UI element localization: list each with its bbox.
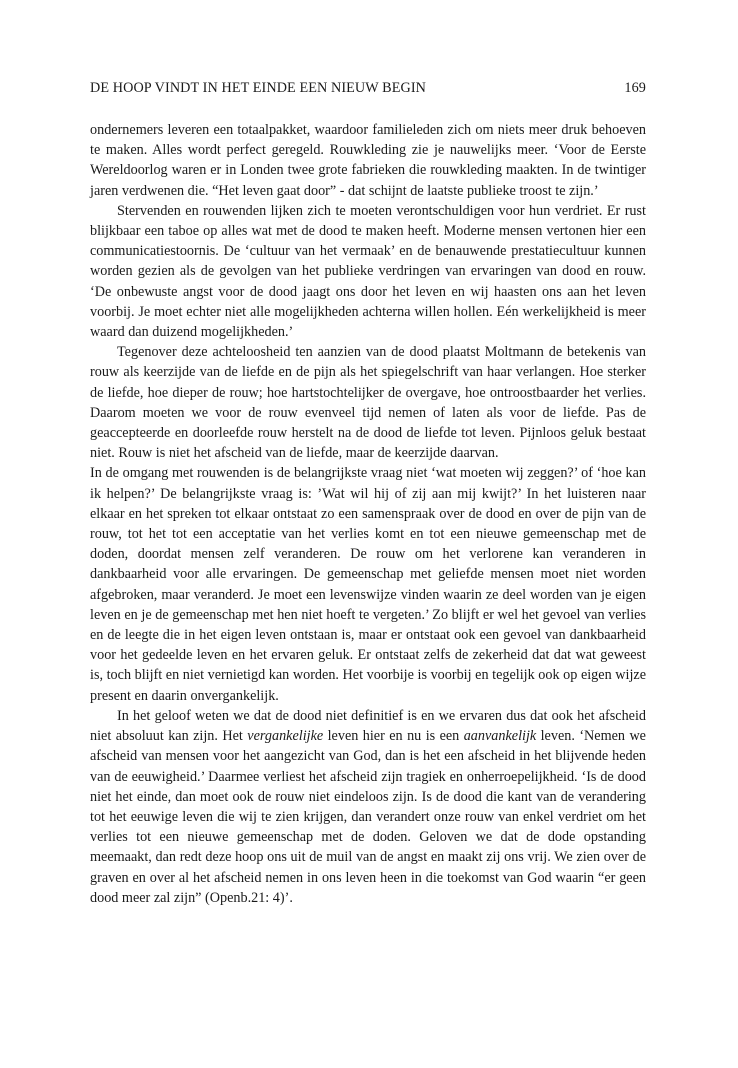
italic-text: aanvankelijk	[463, 728, 537, 745]
paragraph	[90, 706, 646, 908]
body-text	[90, 120, 646, 908]
paragraph	[90, 120, 646, 201]
paragraph-text: In het geloof weten we dat de dood niet definitief is en we ervaren dus dat ook het afscheid niet absoluut kan zijn. Het	[90, 707, 646, 745]
running-head-title: DE HOOP VINDT IN HET EINDE EEN NIEUW BEGIN	[90, 80, 426, 96]
paragraph-text: ondernemers leveren een totaalpakket, waardoor familieleden zich om niets meer druk behoeven te maken. Alles wordt perfect geregeld. Rouwkleding zie je nauwelijks meer. ‘Voor de Eerste Wereldoorlog waren er in Londen twee grote fabrieken die rouwkleding maakten. In de twintiger jaren verdwenen die. “Het leven gaat door” - dat schijnt de laatste publieke troost te zijn.’	[90, 122, 646, 199]
page-number: 169	[624, 80, 646, 96]
paragraph	[90, 463, 646, 705]
paragraph	[90, 201, 646, 342]
paragraph	[90, 342, 646, 463]
paragraph-text: leven hier en nu is een	[323, 728, 464, 745]
paragraph-text: In de omgang met rouwenden is de belangrijkste vraag niet ‘wat moeten wij zeggen?’ of ‘hoe kan ik helpen?’ De belangrijkste vraag is: ’Wat wil hij of zij aan mij kwijt?’ In het luisteren naar elkaar en het spreken tot elkaar ontstaat zo een samenspraak over de dood en over de pijn van de rouw, tot het tot een acceptatie van het verlies komt en tot een nieuwe gemeenschap met de doden, doordat mensen zelf veranderen. De rouw om het verlorene kan veranderen in dankbaarheid voor alle ervaringen. De gemeenschap met geliefde mensen moet niet worden afgebroken, maar veranderd. Je moet een levenswijze vinden waarin ze deel worden van je eigen leven en je de gemeenschap met hen niet hoeft te vergeten.’ Zo blijft er wel het gevoel van verlies en de leegte die in het eigen leven ontstaan is, maar er ontstaat ook een gevoel van dankbaarheid voor het gedeelde leven en het ervaren geluk. Er ontstaat zelfs de zekerheid dat dat wat geweest is, toch blijft en niet vernietigd kan worden. Het voorbije is voorbij en tegelijk ook op eigen wijze present en daarin onvergankelijk.	[90, 465, 646, 704]
paragraph-text: Tegenover deze achteloosheid ten aanzien van de dood plaatst Moltmann de betekenis van rouw als keerzijde van de liefde en de pijn als het spiegelschrift van haar verlangen. Hoe sterker de liefde, hoe dieper de rouw; hoe hartstochtelijker de overgave, hoe ontroostbaarder het verlies. Daarom moeten we voor de rouw evenveel tijd nemen of laten als voor de liefde. Pas de geaccepteerde en doorleefde rouw herstelt na de dood de liefde tot leven. Pijnloos geluk bestaat niet. Rouw is niet het afscheid van de liefde, maar de keerzijde daarvan.	[90, 344, 646, 462]
italic-text: vergankelijke	[247, 728, 324, 745]
paragraph-text: Stervenden en rouwenden lijken zich te moeten verontschuldigen voor hun verdriet. Er rust blijkbaar een taboe op alles wat met de dood te maken heeft. Moderne mensen vertonen hier een communicatiestoornis. De ‘cultuur van het vermaak’ en de benauwende prestatiecultuur kunnen worden gezien als de gevolgen van het publieke verdringen van ervaringen van dood en rouw. ‘De onbewuste angst voor de dood jaagt ons door het leven en wij haasten ons aan het leven voorbij. Je moet echter niet alle mogelijkheden achterna willen hollen. Eén werkelijkheid is meer waard dan duizend mogelijkheden.’	[90, 202, 646, 341]
paragraph-text: leven. ‘Nemen we afscheid van mensen voor het aangezicht van God, dan is het een afscheid in het blijvende heden van de eeuwigheid.’ Daarmee verliest het afscheid zijn tragiek en onherroepelijkheid. ‘Is de dood niet het einde, dan moet ook de rouw niet eindeloos zijn. Is de dood die kant van de verandering tot het eeuwige leven die wij te zien krijgen, dan verandert onze rouw van enkel verdriet om het verlies tot een nieuwe gemeenschap met de doden. Geloven we dat de dode opstanding meemaakt, dan redt deze hoop ons uit de muil van de angst en maakt zij ons vrij. We zien over de graven en over al het afscheid nemen in ons leven heen in die toekomst van God waarin “er geen dood meer zal zijn” (Openb.21: 4)’.	[90, 728, 646, 906]
